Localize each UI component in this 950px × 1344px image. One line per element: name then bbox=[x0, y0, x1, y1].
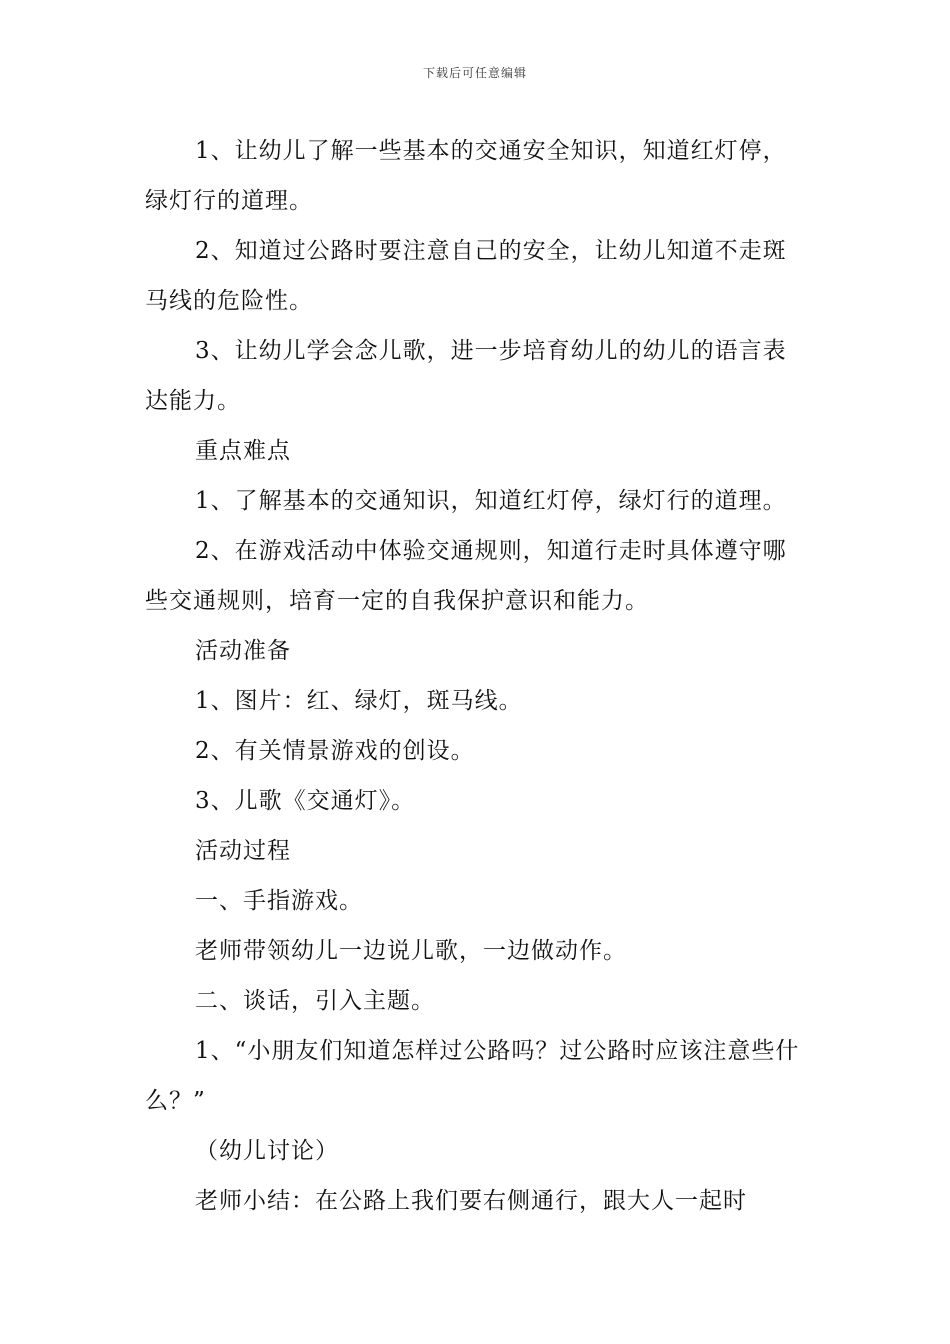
paragraph-process-step-2: 二、谈话，引入主题。 bbox=[195, 988, 435, 1014]
section-heading-process: 活动过程 bbox=[195, 838, 291, 864]
section-heading-preparation: 活动准备 bbox=[195, 638, 291, 664]
paragraph-objective-2: 2、知道过公路时要注意自己的安全，让幼儿知道不走斑马线的危险性。 bbox=[145, 238, 787, 314]
paragraph-key-point-2: 2、在游戏活动中体验交通规则，知道行走时具体遵守哪些交通规则，培育一定的自我保护意识和能力。 bbox=[145, 538, 787, 614]
paragraph-objective-1: 1、让幼儿了解一些基本的交通安全知识，知道红灯停，绿灯行的道理。 bbox=[145, 138, 787, 214]
paragraph-teacher-summary: 老师小结：在公路上我们要右侧通行，跟大人一起时 bbox=[195, 1188, 747, 1214]
paragraph-discussion: （幼儿讨论） bbox=[195, 1138, 339, 1164]
document-body bbox=[145, 126, 809, 1226]
paragraph-objective-3: 3、让幼儿学会念儿歌，进一步培育幼儿的幼儿的语言表达能力。 bbox=[145, 338, 787, 414]
paragraph-key-point-1: 1、了解基本的交通知识，知道红灯停，绿灯行的道理。 bbox=[195, 488, 787, 514]
paragraph-process-step-1: 一、手指游戏。 bbox=[195, 888, 363, 914]
paragraph-preparation-3: 3、儿歌《交通灯》。 bbox=[195, 788, 416, 814]
paragraph-process-detail-1: 老师带领幼儿一边说儿歌，一边做动作。 bbox=[195, 938, 627, 964]
page-header-note: 下载后可任意编辑 bbox=[422, 66, 527, 80]
section-heading-key-points: 重点难点 bbox=[195, 438, 291, 464]
paragraph-preparation-2: 2、有关情景游戏的创设。 bbox=[195, 738, 475, 764]
paragraph-process-question: 1、“小朋友们知道怎样过公路吗？过公路时应该注意些什么？” bbox=[145, 1038, 800, 1114]
paragraph-preparation-1: 1、图片：红、绿灯，斑马线。 bbox=[195, 688, 523, 714]
